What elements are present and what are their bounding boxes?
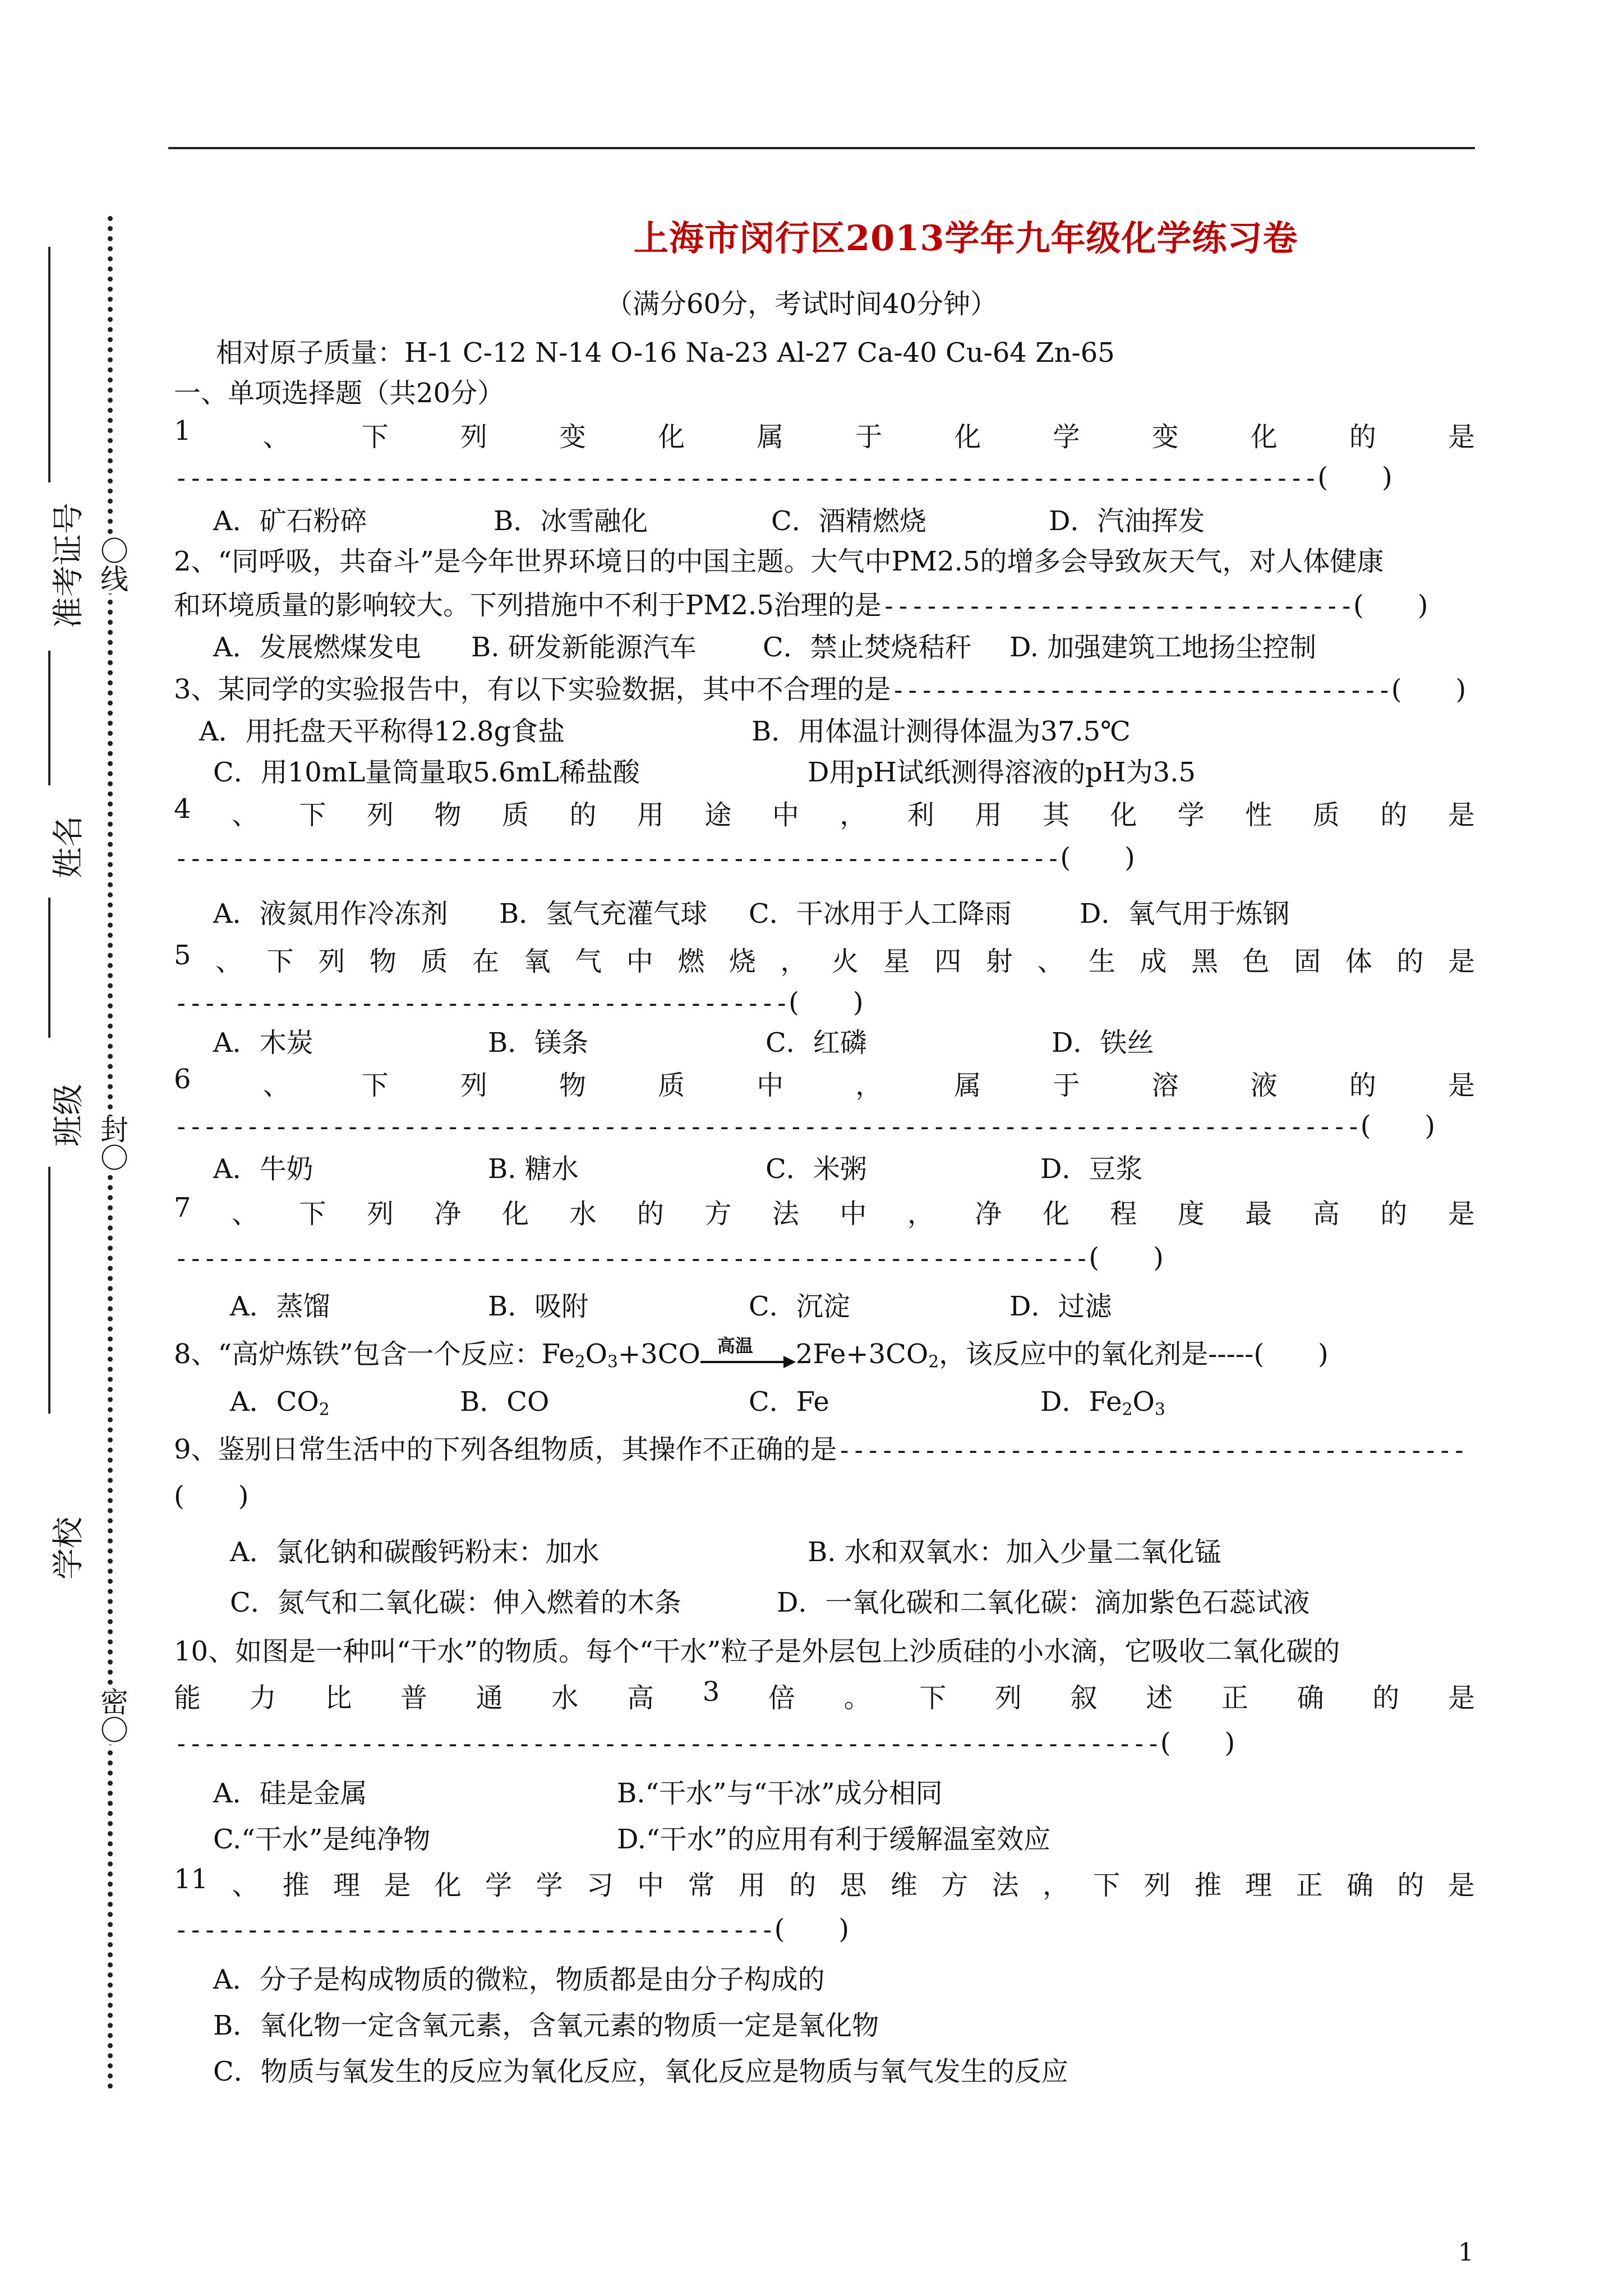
stem-word: 是: [1447, 946, 1475, 977]
stem-word: 正: [1221, 1682, 1248, 1714]
stem-word: 列: [994, 1682, 1022, 1714]
stem-word: 的: [1380, 1198, 1408, 1230]
q5-option-c[interactable]: C．红磷: [766, 1027, 867, 1059]
stem-word: 述: [1146, 1682, 1173, 1714]
q6-option-a[interactable]: A．牛奶: [213, 1153, 313, 1185]
stem-word: 化: [954, 421, 981, 453]
stem-word: 程: [1110, 1198, 1137, 1230]
q7-paren[interactable]: ( ): [1089, 1242, 1164, 1273]
q11-stem: [174, 1864, 1475, 1902]
stem-word: 度: [1177, 1198, 1205, 1230]
q4-option-d[interactable]: D．氧气用于炼钢: [1080, 898, 1290, 930]
stem-word: 是: [1447, 1198, 1475, 1230]
q4-option-a[interactable]: A．液氮用作冷冻剂: [213, 898, 448, 930]
stem-word: 其: [1042, 799, 1069, 831]
q4-paren[interactable]: ( ): [1060, 842, 1135, 873]
seal-mark: 封〇: [98, 1116, 131, 1172]
stem-word: 利: [907, 799, 934, 831]
q7-option-b[interactable]: B．吸附: [488, 1291, 589, 1322]
stem-word: 列: [318, 946, 345, 977]
stem-word: 、: [232, 1198, 259, 1230]
stem-word: 化: [501, 1198, 529, 1230]
q10-stem-line1: 10、如图是一种叫“干水”的物质。每个“干水”粒子是外层包上沙质硅的小水滴，它吸收二氧化碳的: [174, 1636, 1340, 1667]
stem-word: 物: [434, 799, 462, 831]
stem-word: 是: [1447, 1870, 1475, 1901]
stem-word: 的: [1380, 799, 1408, 831]
stem-word: 学: [1053, 421, 1080, 453]
stem-word: 液: [1250, 1070, 1278, 1101]
q10-option-b[interactable]: B.“干水”与“干冰”成分相同: [617, 1778, 943, 1809]
q5-paren[interactable]: ( ): [789, 987, 864, 1018]
q4-option-c[interactable]: C．干冰用于人工降雨: [749, 898, 1012, 930]
q8-paren[interactable]: ( ): [1253, 1338, 1329, 1370]
q2-stem-line2: 和环境质量的影响较大。下列措施中不利于PM2.5治理的是---------------------------------( ): [174, 590, 1428, 621]
stem-word: 火: [832, 946, 859, 977]
q1-option-d[interactable]: D．汽油挥发: [1049, 505, 1205, 537]
q3-option-a[interactable]: A．用托盘天平称得12.8g食盐: [199, 716, 565, 747]
stem-word: 用: [975, 799, 1002, 831]
stem-word: 是: [1447, 799, 1475, 831]
stem-word: 的: [1349, 421, 1376, 453]
stem-word: 方: [941, 1870, 969, 1901]
stem-word: ，: [840, 799, 867, 831]
stem-word: 化: [1042, 1198, 1069, 1230]
q4-option-b[interactable]: B．氢气充灌气球: [499, 898, 708, 930]
stem-word: 、: [1037, 946, 1064, 977]
stem-word: 叙: [1070, 1682, 1098, 1714]
stem-word: ，: [780, 946, 808, 977]
q9-option-c[interactable]: C．氮气和二氧化碳：伸入燃着的木条: [230, 1587, 681, 1618]
stem-word: 四: [934, 946, 962, 977]
stem-word: 比: [325, 1682, 352, 1714]
header-rule: [168, 147, 1475, 149]
stem-word: 下: [299, 799, 326, 831]
stem-word: 通: [476, 1682, 503, 1714]
q6-stem: [174, 1064, 1475, 1102]
q4-answer-line: --------------------------------------------------------------( ): [174, 842, 1135, 873]
stem-word: 水: [569, 1198, 597, 1230]
q6-answer-line: -----------------------------------------------------------------------------------( ): [174, 1110, 1436, 1142]
q2-option-a[interactable]: A．发展燃煤发电: [213, 632, 421, 663]
q11-option-a[interactable]: A．分子是构成物质的微粒，物质都是由分子构成的: [213, 1964, 825, 1995]
q2-option-b[interactable]: B. 研发新能源汽车: [471, 632, 697, 663]
stem-word: 黑: [1191, 946, 1219, 977]
stem-word: 用: [738, 1870, 766, 1901]
stem-word: 固: [1294, 946, 1321, 977]
stem-word: 5: [174, 940, 191, 971]
stem-word: 是: [384, 1870, 411, 1901]
stem-word: 、: [232, 799, 259, 831]
q7-option-a[interactable]: A．蒸馏: [230, 1291, 330, 1322]
atomic-masses: 相对原子质量：H-1 C-12 N-14 O-16 Na-23 Al-27 Ca-40 Cu-64 Zn-65: [216, 337, 1115, 369]
q5-stem: [174, 940, 1475, 978]
q9-option-b[interactable]: B. 水和双氧水：加入少量二氧化锰: [808, 1536, 1221, 1568]
q9-stem: 9、鉴别日常生活中的下列各组物质，其操作不正确的是--------------------------------------------: [174, 1434, 1467, 1465]
stem-word: 能: [174, 1682, 201, 1714]
stem-word: 用: [637, 799, 664, 831]
stem-word: 理: [333, 1870, 361, 1901]
q1-paren[interactable]: ( ): [1317, 462, 1393, 493]
stem-word: 体: [1345, 946, 1372, 977]
stem-word: 7: [174, 1192, 191, 1223]
q1-option-c[interactable]: C．酒精燃烧: [771, 505, 926, 537]
stem-word: 法: [772, 1198, 799, 1230]
q10-option-c[interactable]: C.“干水”是纯净物: [213, 1824, 431, 1855]
class-blank: [48, 898, 50, 1038]
stem-word: 烧: [728, 946, 756, 977]
stem-word: 途: [704, 799, 732, 831]
stem-word: 射: [985, 946, 1013, 977]
stem-word: 的: [569, 799, 597, 831]
stem-word: 中: [840, 1198, 867, 1230]
q3-paren[interactable]: ( ): [1391, 674, 1467, 705]
stem-word: 习: [586, 1870, 614, 1901]
q7-answer-line: ----------------------------------------------------------------( ): [174, 1242, 1164, 1273]
q5-option-d[interactable]: D．铁丝: [1052, 1027, 1154, 1059]
stem-word: 化: [1110, 799, 1137, 831]
q3-stem: 3、某同学的实验报告中，有以下实验数据，其中不合理的是-----------------------------------( ): [174, 674, 1467, 705]
stem-word: 推: [1194, 1870, 1221, 1901]
stem-word: 变: [1151, 421, 1179, 453]
stem-word: 列: [460, 1070, 487, 1101]
stem-word: 、: [232, 1870, 259, 1901]
stem-word: 质: [658, 1070, 685, 1101]
q3-option-c[interactable]: C．用10mL量筒量取5.6mL稀盐酸: [213, 757, 640, 788]
stem-word: 列: [366, 1198, 394, 1230]
page-title: 上海市闵行区2013学年九年级化学练习卷: [634, 218, 1298, 259]
stem-word: 11: [174, 1864, 209, 1895]
stem-word: ，: [1042, 1870, 1069, 1901]
stem-word: 色: [1242, 946, 1270, 977]
stem-word: 思: [840, 1870, 867, 1901]
q10-option-a[interactable]: A．硅是金属: [213, 1778, 367, 1809]
stem-word: 是: [1447, 421, 1475, 453]
school-blank: [48, 1167, 50, 1414]
q8-option-b[interactable]: B．CO: [460, 1386, 550, 1418]
q8-option-c[interactable]: C．Fe: [749, 1386, 829, 1418]
stem-word: 气: [575, 946, 602, 977]
school-label: 学校: [50, 1517, 87, 1580]
stem-word: 于: [855, 421, 883, 453]
stem-word: 确: [1346, 1870, 1373, 1901]
stem-word: 于: [1053, 1070, 1080, 1101]
stem-word: 质: [1312, 799, 1340, 831]
q9-option-a[interactable]: A．氯化钠和碳酸钙粉末：加水: [230, 1536, 600, 1568]
stem-word: 最: [1245, 1198, 1272, 1230]
secret-mark: 密〇: [98, 1688, 131, 1745]
stem-word: 燃: [677, 946, 705, 977]
q8-option-d[interactable]: D．$Fe_2O_3$: [1040, 1386, 1165, 1420]
q6-option-b[interactable]: B. 糖水: [488, 1153, 579, 1185]
stem-word: 的: [1396, 946, 1424, 977]
stem-word: 化: [1250, 421, 1278, 453]
name-blank: [48, 651, 50, 785]
stem-word: 1: [174, 415, 191, 447]
exam-info: （满分60分，考试时间40分钟）: [606, 288, 998, 320]
stem-word: 学: [1177, 799, 1205, 831]
stem-word: 方: [704, 1198, 732, 1230]
q11-paren[interactable]: ( ): [774, 1913, 850, 1945]
q6-option-c[interactable]: C．米粥: [766, 1153, 867, 1185]
stem-word: 确: [1297, 1682, 1324, 1714]
reaction-condition: 高温: [717, 1335, 753, 1356]
q8-products: $2Fe+3CO_2$: [795, 1338, 939, 1372]
stem-word: 下: [919, 1682, 947, 1714]
stem-word: 。: [843, 1682, 871, 1714]
q5-option-b[interactable]: B．镁条: [488, 1027, 589, 1059]
page-number: 1: [1458, 2238, 1474, 2267]
stem-word: 下: [361, 1070, 389, 1101]
stem-word: 6: [174, 1064, 191, 1095]
stem-word: 学: [536, 1870, 563, 1901]
stem-word: ，: [907, 1198, 934, 1230]
stem-word: 溶: [1151, 1070, 1179, 1101]
stem-word: 中: [637, 1870, 665, 1901]
stem-word: 高: [627, 1682, 654, 1714]
stem-word: 力: [249, 1682, 276, 1714]
stem-word: 属: [954, 1070, 981, 1101]
q5-option-a[interactable]: A．木炭: [213, 1027, 313, 1059]
q7-stem: [174, 1192, 1475, 1231]
q2-paren[interactable]: ( ): [1353, 590, 1428, 621]
stem-word: 学: [485, 1870, 513, 1901]
q5-answer-line: -------------------------------------------( ): [174, 987, 864, 1018]
stem-word: 质: [421, 946, 448, 977]
stem-word: 、: [215, 946, 243, 977]
stem-word: 质: [501, 799, 529, 831]
q1-stem: [174, 415, 1475, 454]
stem-word: 化: [658, 421, 685, 453]
stem-word: 物: [559, 1070, 586, 1101]
stem-word: 星: [883, 946, 910, 977]
stem-word: 属: [757, 421, 784, 453]
stem-word: 列: [460, 421, 487, 453]
section-title: 一、单项选择题（共20分）: [174, 378, 505, 409]
q2-option-d[interactable]: D. 加强建筑工地扬尘控制: [1009, 632, 1317, 663]
q6-paren[interactable]: ( ): [1360, 1110, 1436, 1142]
name-label: 姓名: [50, 816, 87, 878]
exam-id-blank: [48, 247, 50, 482]
q2-stem-line1: 2、“同呼吸，共奋斗”是今年世界环境日的中国主题。大气中PM2.5的增多会导致灰天气，对人体健康: [174, 546, 1384, 577]
stem-word: 是: [1447, 1682, 1475, 1714]
q10-answer-line: ---------------------------------------------------------------------( ): [174, 1727, 1235, 1759]
q11-answer-line: ------------------------------------------( ): [174, 1913, 850, 1945]
stem-word: 在: [472, 946, 500, 977]
q4-stem: [174, 793, 1475, 832]
stem-word: 净: [434, 1198, 462, 1230]
stem-word: 普: [400, 1682, 428, 1714]
stem-word: 的: [1372, 1682, 1400, 1714]
q7-option-d[interactable]: D．过滤: [1009, 1291, 1112, 1322]
q8-stem: 8、“高炉炼铁”包含一个反应：$Fe_2O_3+3CO$ 高温 $2Fe+3CO_2$，该反应中的氧化剂是-----( ): [174, 1332, 1475, 1372]
stem-word: 列: [366, 799, 394, 831]
stem-word: 变: [559, 421, 586, 453]
stem-word: 正: [1295, 1870, 1323, 1901]
stem-word: 生: [1088, 946, 1115, 977]
stem-word: 下: [266, 946, 294, 977]
stem-word: 是: [1447, 1070, 1475, 1101]
stem-word: 化: [434, 1870, 462, 1901]
q11-option-b[interactable]: B．氧化物一定含氧元素，含氧元素的物质一定是氧化物: [213, 2010, 879, 2041]
q9-paren[interactable]: ( ): [174, 1480, 249, 1512]
stem-word: 4: [174, 793, 191, 825]
stem-word: 理: [1245, 1870, 1272, 1901]
q1-option-b[interactable]: B．冰雪融化: [494, 505, 648, 537]
q8-reactants: $Fe_2O_3+3CO$: [541, 1338, 700, 1372]
q8-option-a[interactable]: A．$CO_2$: [230, 1386, 330, 1420]
line-mark: 〇线: [98, 537, 131, 593]
stem-word: 中: [757, 1070, 784, 1101]
q11-option-c[interactable]: C．物质与氧发生的反应为氧化反应，氧化反应是物质与氧气发生的反应: [213, 2056, 1068, 2087]
stem-word: ，: [855, 1070, 883, 1101]
q10-paren[interactable]: ( ): [1160, 1727, 1235, 1759]
stem-word: 成: [1140, 946, 1167, 977]
stem-word: 下: [299, 1198, 326, 1230]
stem-word: 法: [992, 1870, 1019, 1901]
stem-word: 列: [1144, 1870, 1171, 1901]
reaction-arrow: [700, 1335, 796, 1368]
stem-word: 净: [975, 1198, 1002, 1230]
stem-word: 维: [890, 1870, 917, 1901]
q7-option-c[interactable]: C．沉淀: [749, 1291, 850, 1322]
stem-word: 倍: [768, 1682, 795, 1714]
stem-word: 、: [262, 1070, 290, 1101]
q10-stem-line2: [174, 1676, 1475, 1715]
stem-word: 常: [688, 1870, 715, 1901]
stem-word: 中: [626, 946, 653, 977]
q1-answer-line: --------------------------------------------------------------------------------( ): [174, 462, 1393, 493]
stem-word: 的: [637, 1198, 664, 1230]
stem-word: 高: [1312, 1198, 1340, 1230]
stem-word: 的: [789, 1870, 817, 1901]
q9-option-d[interactable]: D．一氧化碳和二氧化碳：滴加紫色石蕊试液: [777, 1587, 1310, 1618]
q3-option-b[interactable]: B．用体温计测得体温为37.5℃: [751, 716, 1131, 747]
stem-word: 中: [772, 799, 799, 831]
stem-word: 推: [282, 1870, 310, 1901]
q2-option-c[interactable]: C．禁止焚烧秸秆: [763, 632, 972, 663]
q3-option-d[interactable]: D用pH试纸测得溶液的pH为3.5: [808, 757, 1196, 788]
q1-option-a[interactable]: A．矿石粉碎: [213, 505, 367, 537]
stem-word: 物: [369, 946, 396, 977]
stem-word: 3: [702, 1676, 720, 1708]
q6-option-d[interactable]: D．豆浆: [1040, 1153, 1143, 1185]
stem-word: 下: [1093, 1870, 1121, 1901]
exam-id-label: 准考证号: [50, 503, 87, 628]
stem-word: 性: [1245, 799, 1272, 831]
stem-word: 氧: [523, 946, 551, 977]
stem-word: 、: [262, 421, 290, 453]
q10-option-d[interactable]: D.“干水”的应用有利于缓解温室效应: [617, 1824, 1051, 1855]
stem-word: 下: [361, 421, 389, 453]
stem-word: 的: [1349, 1070, 1376, 1101]
class-label: 班级: [50, 1084, 87, 1147]
stem-word: 的: [1397, 1870, 1424, 1901]
stem-word: 水: [551, 1682, 579, 1714]
